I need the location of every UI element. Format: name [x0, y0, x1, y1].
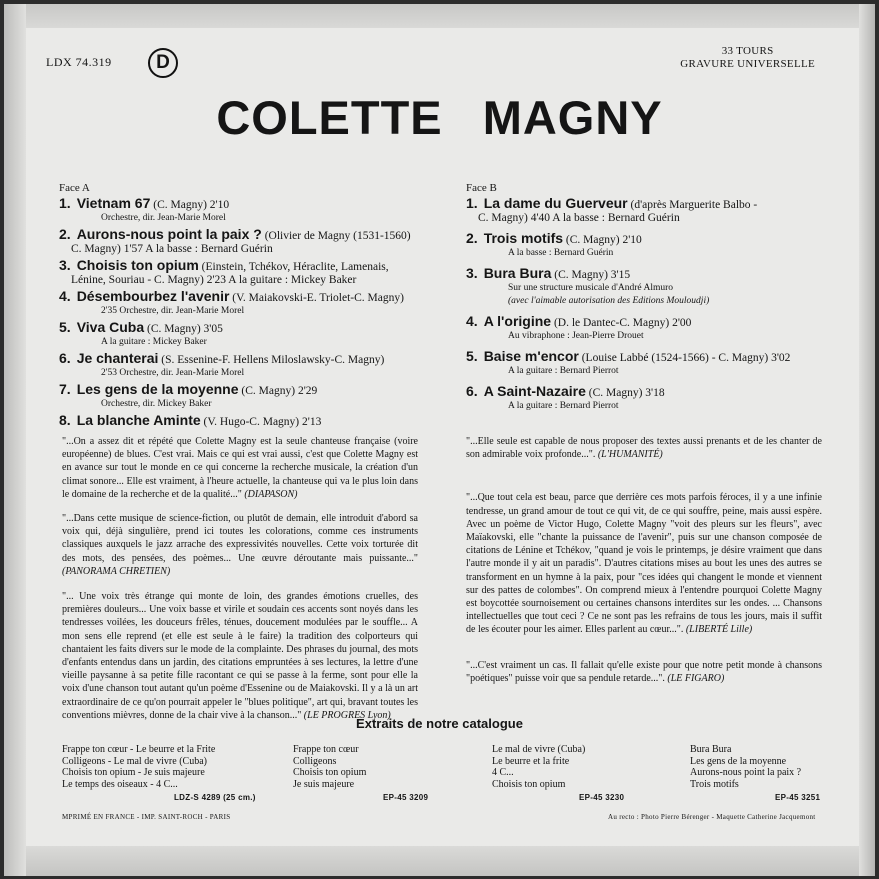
track-number: 4.: [466, 313, 478, 329]
track-item: [59, 290, 449, 318]
track-number: 8.: [59, 412, 71, 428]
track-detail: 2'53 Orchestre, dir. Jean-Marie Morel: [101, 368, 245, 378]
track-heading: [59, 383, 449, 398]
quote-source: (PANORAMA CHRETIEN): [62, 565, 171, 577]
track-detail: Orchestre, dir. Jean-Marie Morel: [101, 213, 226, 223]
track-credit: (C. Magny) 3'15: [551, 269, 631, 281]
track-item: [59, 414, 449, 429]
catalog-line: Trois motifs: [690, 778, 739, 790]
track-title: La dame du Guerveur: [483, 195, 628, 211]
quote-source: (LE PROGRES Lyon): [303, 709, 391, 721]
face-a: [59, 182, 449, 429]
press-quotes-left: [62, 435, 418, 722]
catalog-ref: EP-45 3209: [383, 793, 429, 802]
catalog-record: [690, 744, 850, 790]
press-quote: [466, 435, 822, 461]
track-title: Vietnam 67: [76, 195, 151, 211]
track-item: [59, 228, 449, 256]
track-detail: C. Magny) 1'57 A la basse : Bernard Guérin: [71, 243, 273, 255]
track-credit: (Olivier de Magny (1531-1560): [261, 230, 411, 242]
track-detail: A la guitare : Bernard Pierrot: [508, 401, 619, 411]
press-quote: [466, 659, 822, 685]
track-number: 1.: [466, 195, 478, 211]
track-number: 2.: [59, 226, 71, 242]
press-quote: [466, 491, 822, 636]
track-item: [466, 385, 826, 413]
catalog-line: Le temps des oiseaux - 4 C...: [62, 778, 178, 790]
track-title: Baise m'encor: [483, 348, 579, 364]
track-credit: (C. Magny) 3'18: [585, 387, 665, 399]
quote-text: "...Elle seule est capable de nous proposer des textes aussi prenants et de les chanter de son admirable voix profonde...".: [466, 436, 822, 461]
track-heading: [466, 385, 826, 400]
track-title: Désembourbez l'avenir: [76, 288, 230, 304]
track-note: (avec l'aimable autorisation des Editions Mouloudji): [508, 296, 710, 306]
track-number: 5.: [466, 348, 478, 364]
press-quote: [62, 590, 418, 722]
face-b: [466, 182, 826, 413]
track-credit: (d'après Marguerite Balbo -: [627, 199, 758, 211]
track-heading: [466, 267, 826, 282]
quote-source: (DIAPASON): [244, 488, 298, 500]
track-credit: (V. Hugo-C. Magny) 2'13: [200, 416, 322, 428]
quote-text: "...Dans cette musique de science-fiction, ou plutôt de demain, elle introduit d'abord sa voix qui, déjà singulière, prend ici toutes les colorations, comme ces instruments classiques auxquels le jazz arrache des expressivités nouvelles. Cette voix torturée dit des mots, des pensées, des poèmes... Une œuvre déroutante mais puissante...": [62, 513, 418, 564]
catalog-line: Frappe ton cœur: [293, 744, 359, 755]
track-heading: [466, 197, 826, 212]
track-heading: [59, 290, 449, 305]
track-heading: [59, 197, 449, 212]
catalog-line: Le mal de vivre (Cuba): [492, 744, 586, 755]
catalog-line: Colligeons: [293, 755, 337, 767]
track-credit: (C. Magny) 3'05: [144, 323, 223, 335]
track-heading: [59, 228, 449, 243]
d-badge: D: [148, 48, 178, 78]
engraving-label: GRAVURE UNIVERSELLE: [680, 58, 815, 70]
track-item: [466, 232, 826, 260]
track-detail: Orchestre, dir. Mickey Baker: [101, 399, 212, 409]
track-heading: [59, 259, 449, 274]
catalog-ref: EP-45 3251: [775, 793, 821, 802]
quote-source: (LIBERTÉ Lille): [685, 624, 753, 636]
track-detail: A la guitare : Mickey Baker: [101, 337, 207, 347]
catalog-title: Extraits de notre catalogue: [356, 716, 523, 731]
track-credit: (S. Essenine-F. Hellens Miloslawsky-C. Magny): [158, 354, 385, 366]
track-credit: (Louise Labbé (1524-1566) - C. Magny) 3'02: [578, 352, 791, 364]
catalog-line: Frappe ton cœur - Le beurre et la Frite: [62, 744, 216, 755]
track-item: [59, 321, 449, 349]
track-title: Choisis ton opium: [76, 257, 199, 273]
face-a-track-list: [59, 197, 449, 429]
catalog-record: [492, 744, 652, 790]
track-title: A l'origine: [483, 313, 552, 329]
quote-source: (L'HUMANITÉ): [597, 449, 663, 461]
track-title: A Saint-Nazaire: [483, 383, 586, 399]
track-title: Aurons-nous point la paix ?: [76, 226, 262, 242]
press-quotes-right: [466, 435, 822, 685]
speed-info: [680, 45, 815, 71]
catalog-line: Choisis ton opium: [492, 778, 566, 790]
catalog-line: Les gens de la moyenne: [690, 755, 787, 767]
track-title: Je chanterai: [76, 350, 159, 366]
track-credit: (C. Magny) 2'10: [150, 199, 230, 211]
face-b-label: Face B: [466, 182, 497, 194]
track-credit: (C. Magny) 2'29: [238, 385, 318, 397]
track-number: 6.: [466, 383, 478, 399]
catalog-line: Le beurre et la frite: [492, 755, 570, 767]
quote-source: (LE FIGARO): [667, 672, 725, 684]
track-detail: Au vibraphone : Jean-Pierre Drouet: [508, 331, 644, 341]
track-title: Bura Bura: [483, 265, 552, 281]
face-a-label: Face A: [59, 182, 90, 194]
track-title: La blanche Aminte: [76, 412, 201, 428]
record-sleeve-back: [4, 4, 875, 876]
printer-credit: MPRIMÉ EN FRANCE - IMP. SAINT-ROCH - PARIS: [62, 813, 231, 821]
press-quote: [62, 512, 418, 578]
track-credit: (C. Magny) 2'10: [563, 234, 642, 246]
track-heading: [59, 352, 449, 367]
track-item: [59, 352, 449, 380]
quote-text: "... Une voix très étrange qui monte de loin, des grandes émotions cruelles, des premières douleurs... Une voix basse et virile et soudain ces accents sont noyés dans les tendresses voilées, les douceurs frêles, ténues, doucement modulées par le souffle... A mon sens elle reprend (et elle est seule à le faire) la tradition des colporteurs qui chantaient les faits divers sur le mode de la complainte. Des phrases du journal, des mots d'enfants entendus dans un jardin, des citations empruntées à ses lectures, la lettre d'une vieille paysanne à sa petite fille racontant ce qui se passe à la ferme, sont pour elle la voix d'une chanson tout autant qu'un poème d'Essenine ou de Maiakovski. Il y a là un art extraordinaire de ce qu'on pourrait appeler le "blues politique", art qui, bravant toutes les conventions mièvres, donne de la chair vive à la chanson...": [62, 591, 418, 721]
track-number: 7.: [59, 381, 71, 397]
track-number: 4.: [59, 288, 71, 304]
track-number: 5.: [59, 319, 71, 335]
catalog-ref: EP-45 3230: [579, 793, 625, 802]
catalog-line: Bura Bura: [690, 744, 732, 755]
track-credit: (V. Maiakovski-E. Triolet-C. Magny): [229, 292, 404, 304]
face-b-track-list: [466, 197, 826, 413]
track-heading: [466, 350, 826, 365]
catalog-number: LDX 74.319: [46, 55, 112, 69]
track-number: 6.: [59, 350, 71, 366]
track-number: 3.: [59, 257, 71, 273]
catalog-ref: LDZ-S 4289 (25 cm.): [174, 793, 256, 802]
track-item: [59, 197, 449, 225]
track-detail: A la basse : Bernard Guérin: [508, 248, 614, 258]
sleeve-top-edge: [4, 4, 875, 28]
catalog-line: Aurons-nous point la paix ?: [690, 767, 802, 778]
track-heading: [466, 315, 826, 330]
track-credit: (D. le Dantec-C. Magny) 2'00: [551, 317, 692, 329]
track-title: Trois motifs: [483, 230, 564, 246]
track-heading: [59, 321, 449, 336]
track-detail: A la guitare : Bernard Pierrot: [508, 366, 619, 376]
track-heading: [59, 414, 449, 429]
quote-text: "...C'est vraiment un cas. Il fallait qu'elle existe pour que notre petit monde à chansons "poétiques" puisse voir que sa pendule retarde...".: [466, 659, 822, 684]
track-item: [466, 197, 826, 225]
track-item: [466, 350, 826, 378]
track-item: [59, 383, 449, 411]
track-detail: 2'35 Orchestre, dir. Jean-Marie Morel: [101, 306, 245, 316]
artist-title: COLETTE MAGNY: [216, 91, 663, 144]
catalog-line: 4 C...: [492, 767, 514, 778]
speed-label: 33 TOURS: [721, 45, 774, 57]
track-item: [466, 267, 826, 308]
track-number: 3.: [466, 265, 478, 281]
catalog-line: Choisis ton opium: [293, 767, 367, 778]
track-detail: C. Magny) 4'40 A la basse : Bernard Guérin: [478, 212, 680, 224]
track-detail: Sur une structure musicale d'André Almuro: [508, 283, 674, 293]
quote-text: "...On a assez dit et répété que Colette Magny est la seule chanteuse française (voire européenne) de blues. C'est vrai. Mais ce qui est vrai aussi, c'est que Colette Magny est en avance sur tout le monde en ce qui concerne la recherche musicale, la création d'un climat sonore... Elle est vraiment, à l'heure actuelle, la chanteuse qui va le plus loin dans le domaine de la recherche et de la qualité...": [62, 436, 418, 500]
catalog-record: [293, 744, 453, 790]
quote-text: "...Que tout cela est beau, parce que derrière ces mots parfois féroces, il y a une infinie tendresse, un grand amour de tout ce qui vit, de ce qui souffre, peine, mais aussi espère. Avec un poème de Victor Hugo, Colette Magny "voit des pleurs sur les fleurs", avec Maïakovski, elle "chante la puissance de l'avenir", puis sur une chanson composée de citations de Lénine et Tchékov, "quand je vois le printemps, je désire vraiment que dans l'autre monde il y ait un paradis". D'autres citations mises au bout les unes des autres se transforment en un hymne à la paix, pour "ces idées qui changent le monde et viennent sur des pattes de colombes". On comprend mieux à l'entendre pourquoi Colette Magny est boycottée sournoisement ou certaines chansons interdites sur les ondes. ... Chansons intellectuelles que tout ceci ? Ce ne sont pas les refrains de tous les jours, mais il suffit de les écouter pour les aimer. Elles parlent au cœur...".: [466, 492, 822, 636]
press-quote: [62, 435, 418, 501]
catalog-record: [62, 744, 272, 790]
track-credit: (Einstein, Tchékov, Héraclite, Lamenais,: [198, 261, 389, 273]
catalog-line: Je suis majeure: [293, 778, 355, 790]
photo-credit: Au recto : Photo Pierre Bérenger - Maquette Catherine Jacquemont: [608, 813, 816, 821]
catalog-line: Choisis ton opium - Je suis majeure: [62, 767, 205, 778]
track-detail: Lénine, Souriau - C. Magny) 2'23 A la guitare : Mickey Baker: [71, 274, 357, 286]
track-title: Les gens de la moyenne: [76, 381, 239, 397]
track-title: Viva Cuba: [76, 319, 145, 335]
sleeve-bottom-edge: [4, 846, 875, 876]
track-number: 1.: [59, 195, 71, 211]
track-heading: [466, 232, 826, 247]
track-item: [59, 259, 449, 287]
catalog-line: Colligeons - Le mal de vivre (Cuba): [62, 755, 207, 767]
track-item: [466, 315, 826, 343]
track-number: 2.: [466, 230, 478, 246]
